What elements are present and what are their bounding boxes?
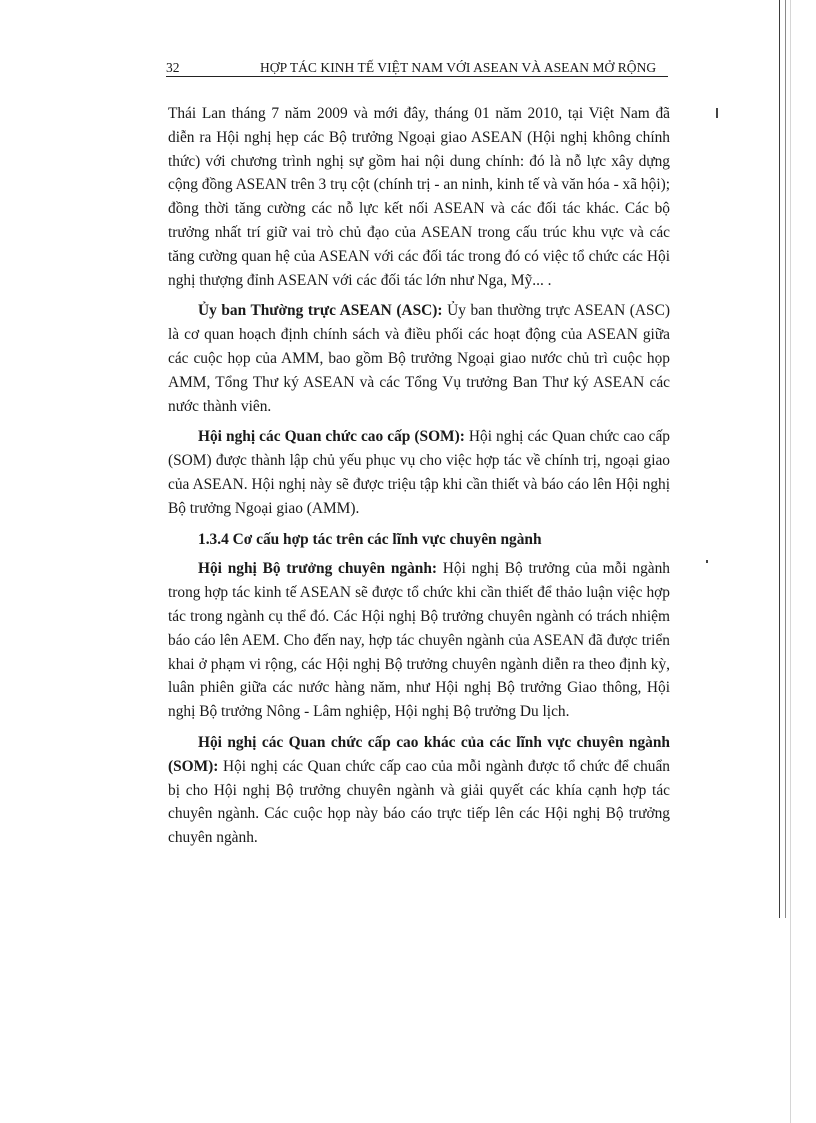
paragraph-title: Hội nghị các Quan chức cao cấp (SOM): [198,428,465,446]
scan-edge-line [785,0,786,918]
paragraph-title: Hội nghị các Quan chức cấp cao khác của các lĩnh vực chuyên ngành (SOM): [168,733,670,775]
paragraph-title: Hội nghị Bộ trưởng chuyên ngành: [198,560,438,578]
page-header [166,54,668,77]
page-number: 32 [166,60,180,75]
section-heading: 1.3.4 Cơ cấu hợp tác trên các lĩnh vực chuyên ngành [198,530,542,548]
running-title: HỢP TÁC KINH TẾ VIỆT NAM VỚI ASEAN VÀ ASEAN MỞ RỘNG [260,60,657,75]
paragraph-body: Ủy ban thường trực ASEAN (ASC) là cơ quan hoạch định chính sách và điều phối các hoạt động của ASEAN giữa các cuộc họp của AMM, bao gồm Bộ trưởng Ngoại giao nước chủ trì cuộc họp AMM, Tổng Thư ký ASEAN và các Tổng Vụ trưởng Ban Thư ký ASEAN các nước thành viên. [168,302,670,415]
paragraph [168,299,670,418]
paragraph: Thái Lan tháng 7 năm 2009 và mới đây, tháng 01 năm 2010, tại Việt Nam đã diễn ra Hội nghị hẹp các Bộ trưởng Ngoại giao ASEAN (Hội nghị không chính thức) với chương trình nghị sự gồm hai nội dung chính: đó là nỗ lực xây dựng cộng đồng ASEAN trên 3 trụ cột (chính trị - an ninh, kinh tế và văn hóa - xã hội); đồng thời tăng cường các nỗ lực kết nối ASEAN và các đối tác khác. Các bộ trưởng nhất trí giữ vai trò chủ đạo của ASEAN trong cấu trúc khu vực và các tăng cường quan hệ của ASEAN với các đối tác trong đó có việc tổ chức các Hội nghị thượng đỉnh ASEAN với các đối tác lớn như Nga, Mỹ... . [168,105,670,289]
scan-edge-line [779,0,780,918]
body-text [168,102,670,857]
paragraph [168,731,670,850]
paragraph [168,425,670,520]
paragraph-body: Hội nghị Bộ trưởng của mỗi ngành trong hợp tác kinh tế ASEAN sẽ được tổ chức khi cần thiết để thảo luận việc hợp tác trong ngành cụ thể đó. Các Hội nghị Bộ trưởng chuyên ngành có trách nhiệm báo cáo lên AEM. Cho đến nay, hợp tác chuyên ngành của ASEAN đã được triển khai ở phạm vi rộng, các Hội nghị Bộ trưởng chuyên ngành diễn ra theo định kỳ, luân phiên giữa các nước hàng năm, như Hội nghị Bộ trưởng Giao thông, Hội nghị Bộ trưởng Nông - Lâm nghiệp, Hội nghị Bộ trưởng Du lịch. [168,560,670,721]
paragraph-body: Hội nghị các Quan chức cấp cao của mỗi ngành được tổ chức để chuẩn bị cho Hội nghị Bộ trưởng chuyên ngành và giải quyết các khía cạnh hợp tác chuyên ngành. Các cuộc họp này báo cáo trực tiếp lên các Hội nghị Bộ trưởng chuyên ngành. [168,757,670,847]
scan-edge-line [790,0,791,1123]
paragraph-title: Ủy ban Thường trực ASEAN (ASC): [198,302,443,320]
scan-speck [706,560,708,563]
scan-speck [716,108,718,118]
paragraph [168,557,670,724]
paragraph-body: Hội nghị các Quan chức cao cấp (SOM) được thành lập chủ yếu phục vụ cho việc hợp tác về chính trị, ngoại giao của ASEAN. Hội nghị này sẽ được triệu tập khi cần thiết và báo cáo lên Hội nghị Bộ trưởng Ngoại giao (AMM). [168,428,670,517]
